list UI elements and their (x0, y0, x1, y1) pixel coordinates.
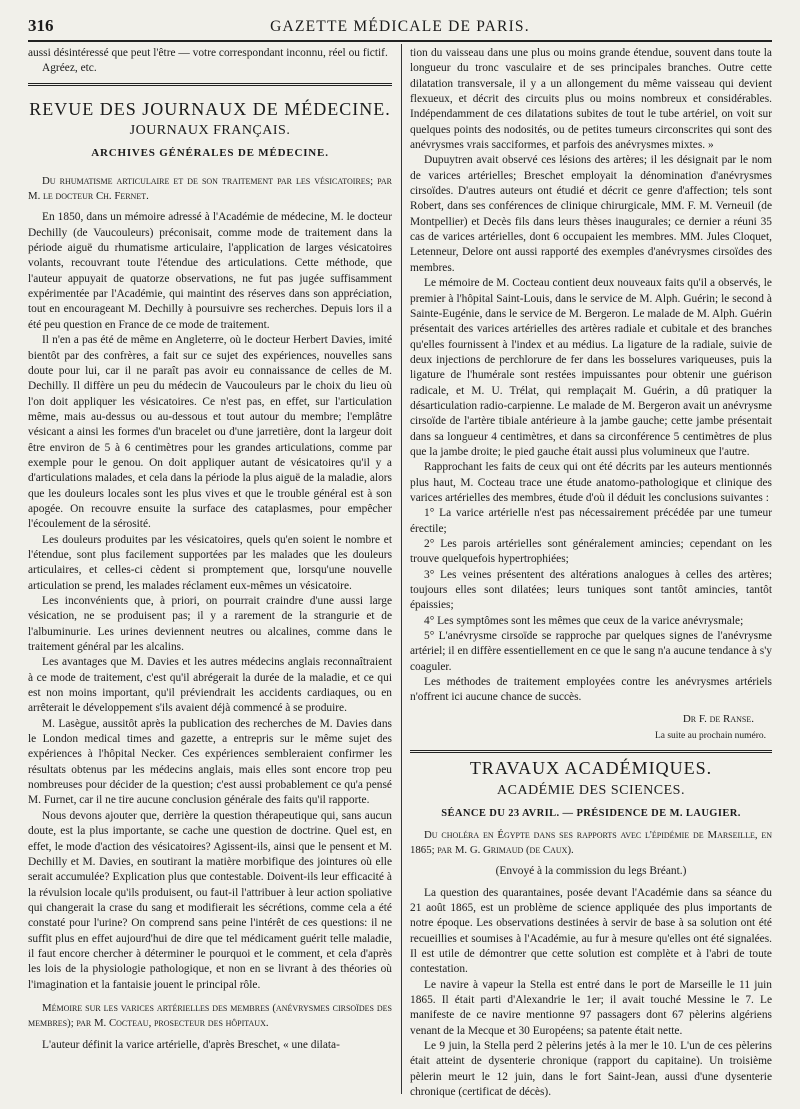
article-title: Du choléra en Égypte dans ses rapports avec l'épidémie de Marseille, en 1865; par M. G. Grimaud (de Caux). (410, 828, 772, 856)
running-title: GAZETTE MÉDICALE DE PARIS. (270, 18, 530, 35)
left-column (28, 46, 392, 1053)
paragraph: En 1850, dans un mémoire adressé à l'Académie de médecine, M. le docteur Dechilly (de Vaucouleurs) préconisait, comme mode de traitement dans la période aiguë du rhumatisme articulaire, l'application de larges vésicatoires volants, recouvrant toute l'étendue des articulations. Cette méthode, que l'auteur appuyait de quatorze observations, ne fut pas jugée suffisamment expérimentée par l'Académie, qui maintint des réserves dans son appréciation, tout en encourageant M. Dechilly à poursuivre ses recherches. Depuis lors il a été peu question en France de ce mode de traitement. (28, 211, 392, 331)
conclusion-item: 5° L'anévrysme cirsoïde se rapproche par quelques signes de l'anévrysme artériel; il en diffère essentiellement en ce que le sang n'a aucune tendance à s'y coaguler. (410, 630, 772, 673)
paragraph: Les méthodes de traitement employées contre les anévrysmes artériels n'offrent ici aucune chance de succès. (410, 676, 772, 704)
conclusion-item: 3° Les veines présentent des altérations analogues à celles des artères; toujours elles sont dilatées; leurs tuniques sont tantôt amincies, tantôt épaissies; (410, 568, 772, 612)
column-divider (401, 44, 402, 1094)
article-title: Mémoire sur les varices artérielles des membres (anévrysmes cirsoïdes des membres); par M. Cocteau, prosecteur des hôpitaux. (28, 1001, 392, 1030)
paragraph: La question des quarantaines, posée devant l'Académie dans sa séance du 21 août 1865, est un problème de science appliquée des plus importants de notre époque. Les observations destinées à servir de base à sa solution ont été recueillies et soumises à l'Académie, au fur à mesure qu'elles ont été signalées. Il est utile de démontrer que cette solution est complète et à l'abri de toute contestation. (410, 886, 772, 976)
continued-note: La suite au prochain numéro. (654, 731, 766, 742)
paragraph: Nous devons ajouter que, derrière la question thérapeutique qui, sans aucun doute, est la plus importante, se cache une question de doctrine. Quel est, en effet, le mode d'action des vésicatoires? Agissent-ils, ainsi que le pensent et M. Dechilly et M. Davies, en soutirant la matière morbifique des jointures où elle serait accumulée? Explication plus que contestable. Doivent-ils leur efficacité à la révulsion locale qu'ils produisent, ou faut-il l'attribuer à leur action spoliative qui changerait la crase du sang et modifierait les sécrétions, comme cela a été constaté pour l'urine? On comprend sans peine l'intérêt de ces questions: il ne suffit plus en effet aujourd'hui de dire que tel médicament guérit telle maladie, il faut encore chercher à déterminer le pourquoi et le comment, et cela d'après les lois de la physiologie pathologique, et non en se livrant à des théories où l'imagination et la fantaisie jouent le principal rôle. (28, 809, 392, 991)
seance-line: SÉANCE DU 23 AVRIL. — PRÉSIDENCE DE M. LAUGIER. (441, 808, 741, 820)
paragraph: M. Lasègue, aussitôt après la publication des recherches de M. Davies dans le London medical times and gazette, a entrepris sur le même sujet des expériences à l'hôpital Necker. Ces expériences sembleraient confirmer les résultats obtenus par les médecins anglais, mais elles sont encore trop peu nombreuses pour décider de la question; c'est aussi probablement ce qu'a pensé M. Furnet, car il ne tire aucune conclusion générale des faits qu'il rapporte. (28, 717, 392, 807)
journal-title: ARCHIVES GÉNÉRALES DE MÉDECINE. (91, 147, 329, 160)
right-column (410, 46, 772, 1100)
page-number: 316 (28, 16, 54, 35)
section-divider (410, 750, 772, 753)
section-title: TRAVAUX ACADÉMIQUES. (469, 758, 713, 779)
paragraph: Les inconvénients que, à priori, on pourrait craindre d'une aussi large vésication, ne se produisent pas; il y a rarement de la strangurie et de l'albuminurie. Les urines deviennent neutres ou alcalines, comme dans le traitement général par les alcalins. (28, 595, 392, 654)
paragraph: Le navire à vapeur la Stella est entré dans le port de Marseille le 11 juin 1865. Il était parti d'Alexandrie le 1er; il avait touché Messine le 7. Le manifeste de ce navire mentionne 97 passagers dont 67 pèlerins algériens venant de la Mecque et 30 Européens; sa patente était nette. (410, 978, 772, 1037)
conclusion-item: 1° La varice artérielle n'est pas nécessairement précédée par une tumeur érectile; (410, 507, 772, 535)
author-signature: Dr F. de Ranse. (682, 712, 754, 725)
header-rule (28, 40, 772, 42)
section-divider (28, 83, 392, 86)
section-title: REVUE DES JOURNAUX DE MÉDECINE. (29, 98, 391, 119)
paragraph: Rapprochant les faits de ceux qui ont été décrits par les auteurs mentionnés plus haut, M. Cocteau trace une étude anatomo-pathologique et clinique des varices artérielles des membres, étude d'où il déduit les conclusions suivantes : (410, 461, 772, 504)
paragraph: Les douleurs produites par les vésicatoires, quels qu'en soient le nombre et l'étendue, sont plus facilement supportées par les malades que les douleurs articulaires, et celles-ci cèdent si promptement que, lorsqu'une nouvelle articulation se prend, les malades réclament eux-mêmes un vésicatoire. (28, 533, 392, 592)
paragraph: Le mémoire de M. Cocteau contient deux nouveaux faits qu'il a observés, le premier à l'hôpital Saint-Louis, dans le service de M. Alph. Guérin; le second à Sainte-Eugénie, dans le service de M. Bergeron. Le malade de M. Alph. Guérin présentait des varices artérielles des artères radiale et cubitale et des branches qu'elles fournissent à l'index et au médius. La ligature de la radiale, suivie de deux injections de perchlorure de fer dans les bosselures variqueuses, puis la ligature de l'humérale sont restées impuissantes pour obtenir une guérison radicale, et M. U. Trélat, qui remplaçait M. Guérin, a dû pratiquer la désarticulation radio-carpienne. Le malade de M. Bergeron avait un anévrysme cirsoïde de l'artère tibiale antérieure à la jambe gauche; cette jambe présentait dans sa longueur 4 centimètres, et dans sa circonférence 5 centimètres de plus que la jambe droite; le pied gauche était aussi plus volumineux que l'autre. (410, 277, 772, 458)
paragraph: L'auteur définit la varice artérielle, d'après Breschet, « une dilata- (42, 1038, 340, 1051)
conclusion-item: 2° Les parois artérielles sont généralement amincies; cependant on les trouve quelquefois hypertrophiées; (410, 538, 772, 566)
closing-line: Agréez, etc. (42, 62, 97, 75)
paragraph: tion du vaisseau dans une plus ou moins grande étendue, souvent dans toute la longueur du tronc vasculaire et de ses principales branches. Outre cette dilatation transversale, il y a un allongement du même vaisseau qui devient flexueux, et décrit des circuits plus ou moins nombreux et considérables. Indépendamment de ces dilatations subites de tout le tube artériel, on voit sur quelques points des nodosités, ou de petites tumeurs circonscrites qui sont des anévrysmes vrais sacciformes, et parfois des anévrysmes mixtes. » (410, 47, 772, 152)
subsection-title: ACADÉMIE DES SCIENCES. (497, 782, 685, 798)
paragraph: Le 9 juin, la Stella perd 2 pèlerins jetés à la mer le 10. L'un de ces pèlerins était atteint de dysenterie chronique (rapport du capitaine). Un troisième pèlerin meurt le 12 juin, dans le fort Saint-Jean, aussi d'une dysenterie chronique (certificat de décès). (410, 1039, 772, 1098)
subsection-title: JOURNAUX FRANÇAIS. (129, 123, 291, 139)
commission-note: (Envoyé à la commission du legs Bréant.) (495, 865, 687, 878)
paragraph: Il n'en a pas été de même en Angleterre, où le docteur Herbert Davies, imité bientôt par des confrères, a fait sur ce sujet des expériences, nouvelles sans doute pour lui, car il ne paraît pas avoir eu connaissance de celles de M. Dechilly. Il diffère un peu du médecin de Vaucouleurs par le choix du lieu où l'on doit appliquer les vésicatoires. Ce n'est pas, en effet, sur l'articulation même, mais au-dessus ou au-dessous et tout autour du membre; l'emplâtre vésicant a ainsi les formes d'un bracelet ou d'une jarretière, dont la largeur doit être environ de 5 à 6 centimètres pour les grandes articulations, comme par exemple pour le genou. On doit appliquer autant de vésicatoires qu'il y a d'articulations malades, et cela dans la période la plus aiguë de la maladie, alors que les douleurs locales sont les plus vives et que le trouble général est à son apogée. On recouvre ensuite la surface des cataplasmes, pour empêcher l'écoulement de la sérosité. (28, 334, 392, 531)
paragraph: Les avantages que M. Davies et les autres médecins anglais reconnaîtraient à ce mode de traitement, c'est qu'il abrégerait la durée de la maladie, et ce qui est non moins important, qu'il préviendrait les accidents cardiaques, ou en arrêterait le développement s'ils avaient déjà commencé à se produire. (28, 656, 392, 715)
conclusion-item: 4° Les symptômes sont les mêmes que ceux de la varice anévrysmale; (424, 614, 744, 627)
intro-text: aussi désintéressé que peut l'être — votre correspondant inconnu, réel ou fictif. (28, 47, 388, 59)
article-title: Du rhumatisme articulaire et de son traitement par les vésicatoires; par M. le docteur Ch. Fernet. (28, 174, 392, 203)
paragraph: Dupuytren avait observé ces lésions des artères; il les désignait par le nom de varices artérielles; Breschet employait la dénomination d'anévrysmes cirsoïdes. D'autres auteurs ont étudié et décrit ce genre d'affection; tels sont Robert, dans ses conférences de clinique chirurgicale, MM. F. M. Verneuil (de Montpellier) et Decès fils dans leurs thèses inaugurales; ce dernier a réuni 35 cas de varices artérielles, dont 6 occupaient les membres. MM. Jules Cloquet, Letenneur, Delore ont aussi rapporté des exemples d'anévrysmes cirsoïdes des membres. (410, 154, 772, 274)
page-header (28, 16, 772, 38)
